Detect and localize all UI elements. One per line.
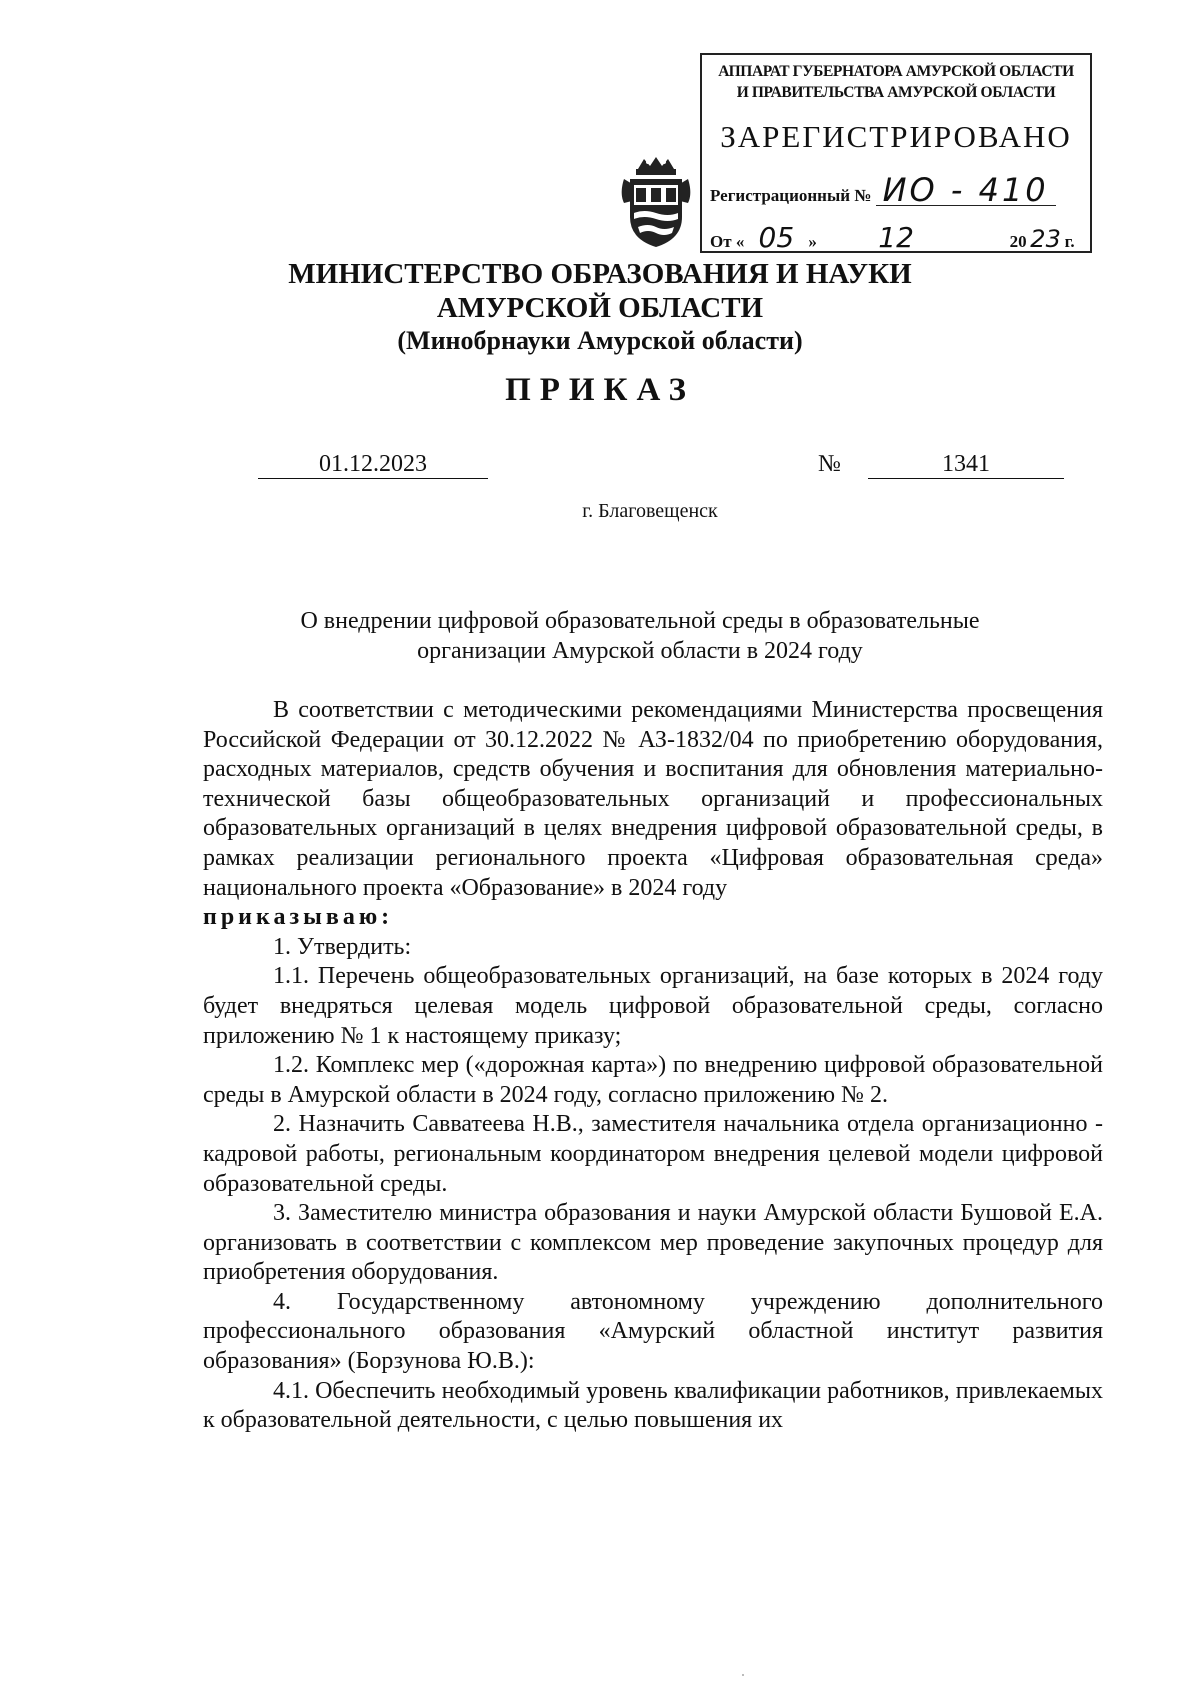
stamp-day: 05	[744, 225, 808, 252]
ministry-name-line2: АМУРСКОЙ ОБЛАСТИ	[436, 292, 764, 324]
stamp-title: ЗАРЕГИСТРИРОВАНО	[720, 119, 1072, 154]
clause-2: 2. Назначить Савватеева Н.В., заместителя начальника отдела организационно - кадровой работы, региональным координатором внедрения целевой модели цифровой образовательной среды.	[203, 1111, 1103, 1197]
ministry-short-name: (Минобрнауки Амурской области)	[397, 326, 803, 355]
clause-4: 4. Государственному автономному учреждению дополнительного профессионального образования «Амурский областной институт развития образования» (Борзунова Ю.В.):	[203, 1288, 1103, 1375]
order-subject	[220, 606, 1060, 666]
order-date: 01.12.2023	[258, 450, 488, 479]
clause-3: 3. Заместителю министра образования и науки Амурской области Бушовой Е.А. организовать в соответствии с комплексом мер проведение закупочных процедур для приобретения оборудования.	[203, 1200, 1103, 1286]
order-word: приказываю:	[203, 904, 394, 931]
order-number: 1341	[868, 450, 1064, 479]
order-body	[203, 696, 1103, 1436]
subject-line2: организации Амурской области в 2024 году	[417, 638, 863, 664]
subject-line1: О внедрении цифровой образовательной среды в образовательные	[300, 608, 980, 634]
ministry-name-line1: МИНИСТЕРСТВО ОБРАЗОВАНИЯ И НАУКИ	[288, 258, 912, 290]
preamble-paragraph: В соответствии с методическими рекомендациями Министерства просвещения Российской Федерации от 30.12.2022 № АЗ-1832/04 по приобретению оборудования, расходных материалов, средств обучения и воспитания для обновления материально-технической базы общеобразовательных организаций и профессиональных образовательных организаций в целях внедрения цифровой образовательной среды, в рамках реализации регионального проекта «Цифровая образовательная среда» национального проекта «Образование» в 2024 году	[203, 697, 1103, 901]
clause-1-1: 1.1. Перечень общеобразовательных организаций, на базе которых в 2024 году будет внедряться целевая модель цифровой образовательной среды, согласно приложению № 1 к настоящему приказу;	[203, 963, 1103, 1049]
stamp-reg-number: ИО - 410	[876, 175, 1056, 206]
order-number-sign: №	[818, 451, 841, 477]
clause-4-1: 4.1. Обеспечить необходимый уровень квалификации работников, привлекаемых к образовательной деятельности, с целью повышения их	[203, 1377, 1103, 1434]
stamp-month: 12	[821, 225, 971, 252]
stamp-date-row	[710, 221, 1075, 254]
document-type-title: ПРИКАЗ	[505, 372, 695, 408]
coat-of-arms-icon	[618, 155, 694, 250]
stamp-organization	[702, 61, 1090, 103]
stamp-year-prefix: 20	[1009, 232, 1027, 251]
stamp-day-close: »	[808, 232, 817, 251]
clause-1-2: 1.2. Комплекс мер («дорожная карта») по внедрению цифровой образовательной среды в Амурской области в 2024 году, согласно приложению № 2.	[203, 1052, 1103, 1108]
registration-stamp	[700, 53, 1092, 253]
order-word-paragraph	[203, 903, 1103, 933]
stamp-year-end: г.	[1064, 232, 1075, 251]
stamp-year-suffix: 23	[1027, 226, 1065, 253]
stamp-reg-row	[710, 171, 1056, 209]
stamp-org-line1: АППАРАТ ГУБЕРНАТОРА АМУРСКОЙ ОБЛАСТИ	[718, 63, 1074, 80]
scan-artifact	[742, 1674, 744, 1676]
order-city: г. Благовещенск	[582, 500, 718, 522]
clause-1: 1. Утвердить:	[273, 933, 412, 960]
stamp-org-line2: И ПРАВИТЕЛЬСТВА АМУРСКОЙ ОБЛАСТИ	[736, 84, 1056, 101]
stamp-reg-label: Регистрационный №	[710, 186, 872, 205]
stamp-from-label: От «	[710, 232, 745, 251]
